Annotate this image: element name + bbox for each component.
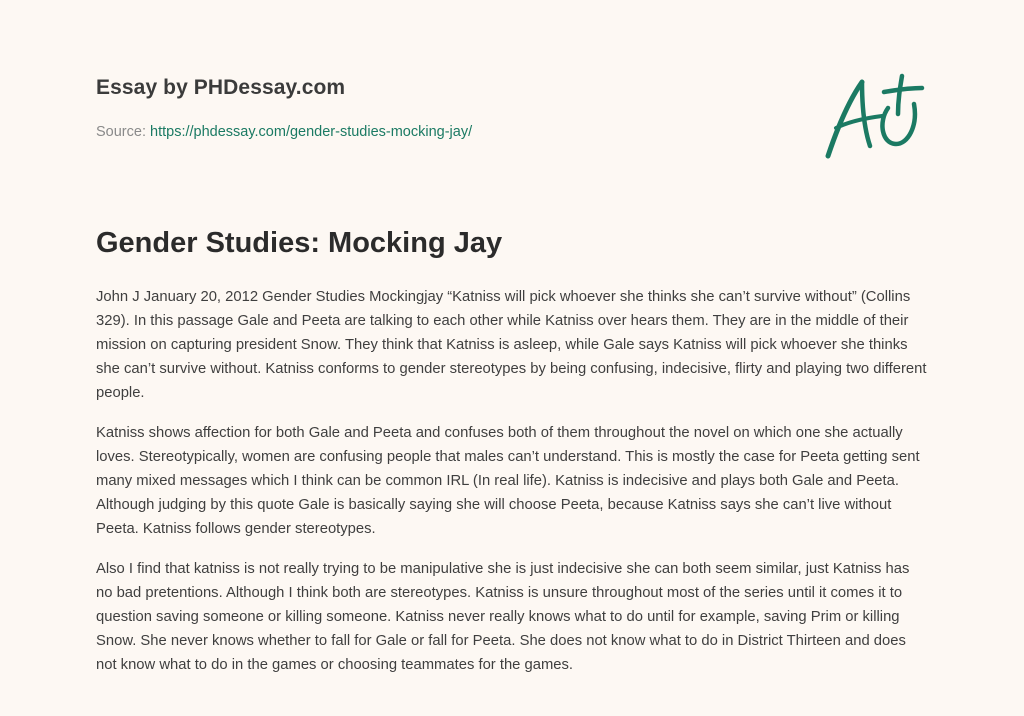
source-link[interactable]: https://phdessay.com/gender-studies-mocking-jay/ <box>150 124 473 140</box>
a-plus-logo-icon <box>822 70 928 164</box>
site-title: Essay by PHDessay.com <box>96 76 346 99</box>
site-header <box>96 76 928 166</box>
essay-paragraph: Katniss shows affection for both Gale and Peeta and confuses both of them throughout the novel on which one she actually loves. Stereotypically, women are confusing people that males can’t understand. This is mostly the case for Peeta getting sent many mixed messages which I think can be common IRL (In real life). Katniss is indecisive and plays both Gale and Peeta. Although judging by this quote Gale is basically saying she will choose Peeta, because Katniss says she can’t live without Peeta. Katniss follows gender stereotypes. <box>96 425 920 537</box>
source-line <box>96 124 472 140</box>
source-label: Source: <box>96 124 146 140</box>
essay-title: Gender Studies: Mocking Jay <box>96 227 503 259</box>
essay-paragraph: Also I find that katniss is not really trying to be manipulative she is just indecisive she can both seem similar, just Katniss has no bad pretentions. Although I think both are stereotypes. Katniss is unsure throughout most of the series until it comes it to question saving someone or killing someone. Katniss never really knows what to do until for example, saving Prim or killing Snow. She never knows whether to fall for Gale or fall for Peeta. She does not know what to do in District Thirteen and does not know what to do in the games or choosing teammates for the games. <box>96 561 910 673</box>
essay-body <box>96 285 928 693</box>
page <box>96 0 928 716</box>
essay-paragraph: John J January 20, 2012 Gender Studies Mockingjay “Katniss will pick whoever she thinks she can’t survive without” (Collins 329). In this passage Gale and Peeta are talking to each other while Katniss over hears them. They are in the middle of their mission on capturing president Snow. They think that Katniss is asleep, while Gale says Katniss will pick whoever she thinks she can’t survive without. Katniss conforms to gender stereotypes by being confusing, indecisive, flirty and playing two different people. <box>96 289 927 401</box>
